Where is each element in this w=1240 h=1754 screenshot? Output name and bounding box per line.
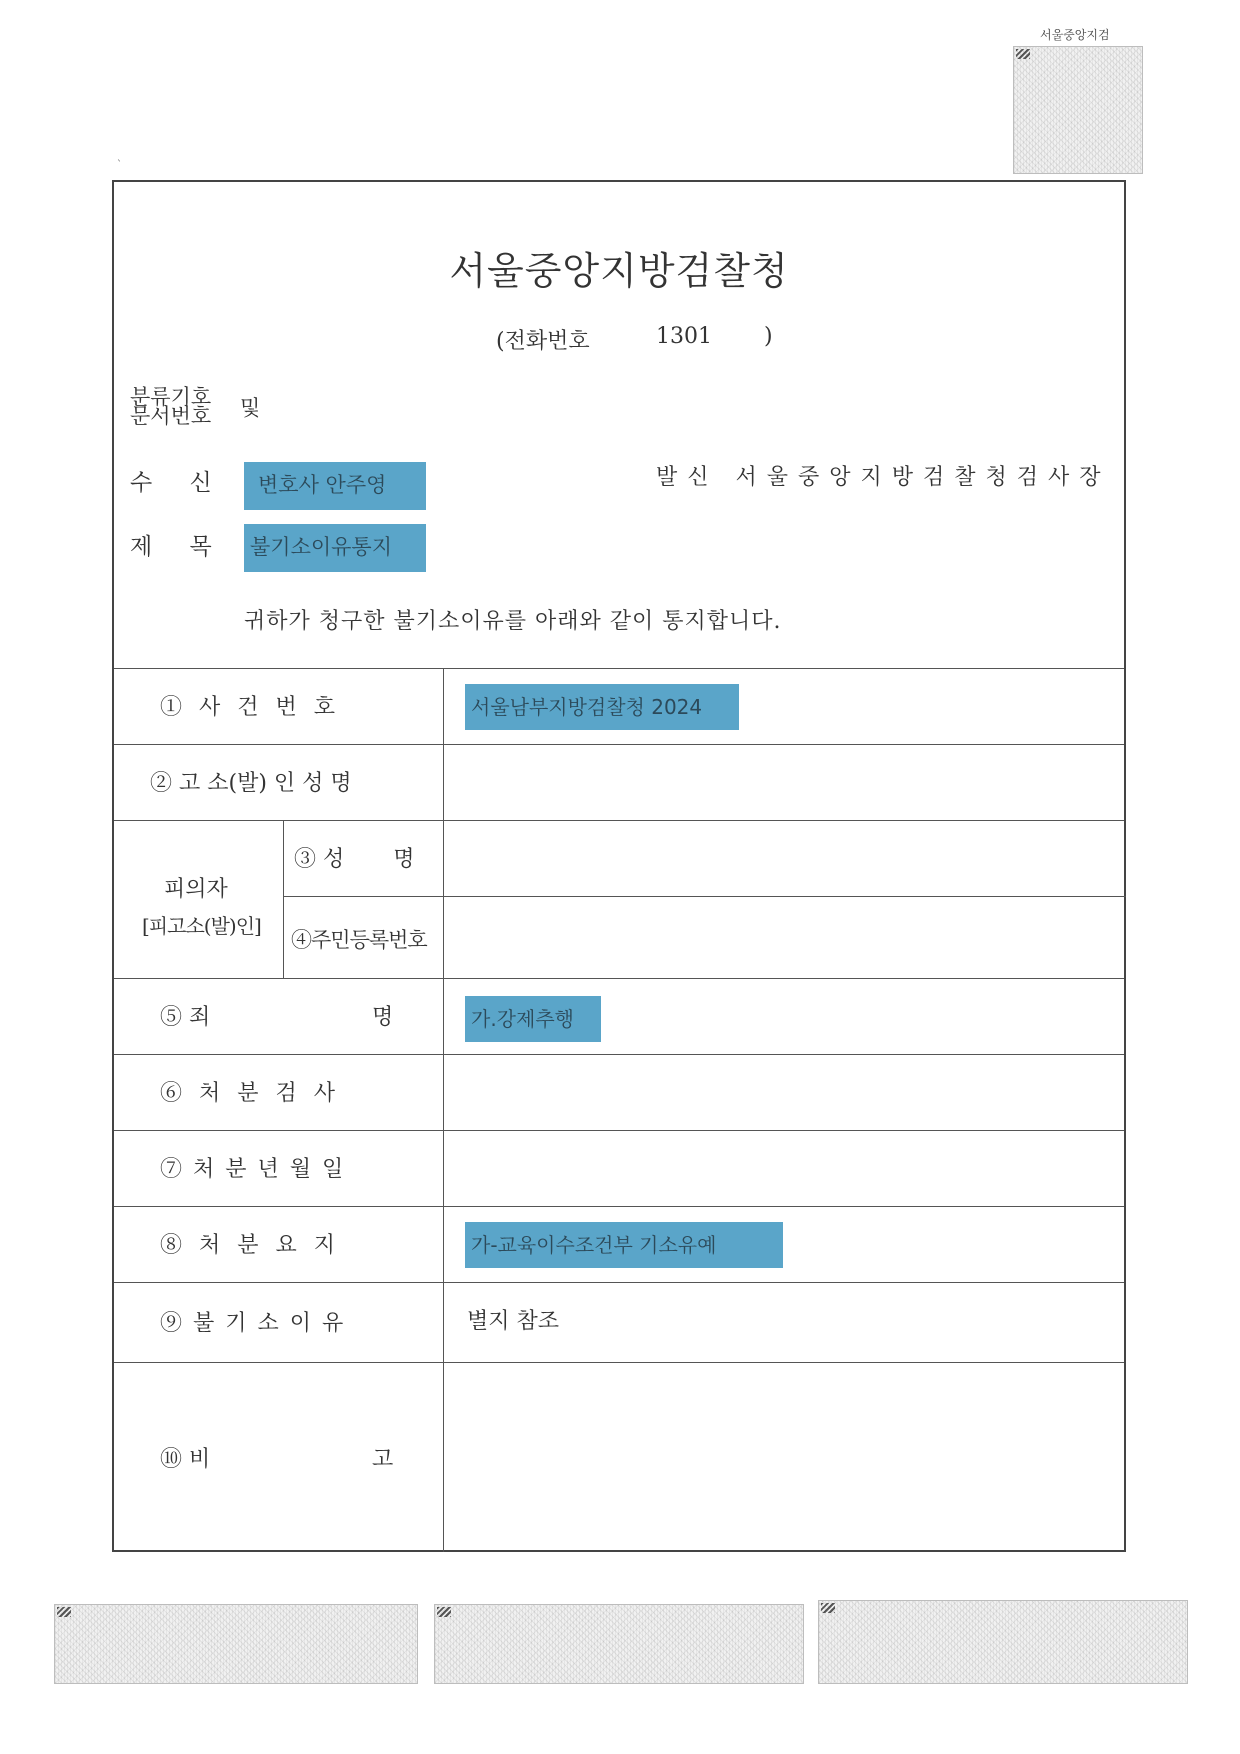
summary-value: 가-교육이수조건부 기소유예 bbox=[465, 1222, 783, 1268]
redacted-block bbox=[54, 1604, 418, 1684]
phone-label: (전화번호 bbox=[496, 329, 590, 354]
crime-label-tail: 명 bbox=[372, 1005, 394, 1030]
classification-label bbox=[130, 385, 212, 428]
redacted-block bbox=[434, 1604, 804, 1684]
summary-label: ⑧ 처 분 요 지 bbox=[160, 1233, 335, 1258]
redacted-stamp-block bbox=[1013, 46, 1143, 174]
phone-line bbox=[496, 324, 773, 355]
table-rule bbox=[114, 1206, 1124, 1207]
table-rule bbox=[114, 744, 1124, 745]
redacted-block bbox=[818, 1600, 1188, 1684]
phone-number: 1301 bbox=[656, 324, 712, 349]
resident-number-label: ④주민등록번호 bbox=[291, 928, 427, 952]
table-rule bbox=[114, 820, 1124, 821]
recipient-label: 수 신 bbox=[130, 470, 212, 496]
date-label: ⑦ 처 분 년 월 일 bbox=[160, 1157, 344, 1182]
document-title: 서울중앙지방검찰청 bbox=[449, 249, 789, 293]
table-rule bbox=[284, 896, 1126, 897]
table-rule bbox=[114, 1054, 1124, 1055]
crime-value: 가.강제추행 bbox=[465, 996, 601, 1042]
phone-close: ) bbox=[764, 324, 773, 349]
classification-line1: 분류기호 bbox=[130, 385, 212, 409]
classification-line2: 문서번호 bbox=[130, 404, 212, 428]
reason-value: 별지 참조 bbox=[467, 1309, 560, 1334]
crime-label-num: ⑤ 죄 bbox=[160, 1005, 211, 1030]
suspect-label-line1: 피의자 bbox=[164, 877, 228, 902]
subject-value: 불기소이유통지 bbox=[244, 524, 426, 572]
table-rule bbox=[114, 1362, 1124, 1363]
scan-mark: ` bbox=[117, 160, 122, 171]
complainant-label: ② 고 소(발) 인 성 명 bbox=[150, 771, 352, 796]
case-number-label: ① 사 건 번 호 bbox=[160, 695, 335, 720]
table-rule bbox=[114, 668, 1124, 669]
reason-label: ⑨ 불 기 소 이 유 bbox=[160, 1311, 344, 1336]
classification-and: 및 bbox=[240, 396, 261, 420]
suspect-label-line2: [피고소(발)인] bbox=[142, 914, 261, 938]
table-divider bbox=[443, 668, 444, 1552]
remarks-label-tail: 고 bbox=[372, 1447, 394, 1472]
recipient-value: 변호사 안주영 bbox=[244, 462, 426, 510]
name-label: ③ 성 명 bbox=[294, 847, 415, 872]
document-frame bbox=[112, 180, 1126, 1552]
subject-label: 제 목 bbox=[130, 534, 212, 560]
table-rule bbox=[114, 1282, 1124, 1283]
table-rule bbox=[114, 978, 1124, 979]
table-divider bbox=[283, 820, 284, 978]
table-rule bbox=[114, 1130, 1124, 1131]
sender-line: 발신 서울중앙지방검찰청검사장 bbox=[656, 465, 1111, 490]
remarks-label-num: ⑩ 비 bbox=[160, 1447, 211, 1472]
notice-text: 귀하가 청구한 불기소이유를 아래와 같이 통지합니다. bbox=[244, 609, 782, 634]
case-number-value: 서울남부지방검찰청 2024 bbox=[465, 684, 739, 730]
prosecutor-label: ⑥ 처 분 검 사 bbox=[160, 1081, 335, 1106]
stamp-label: 서울중앙지검 bbox=[1040, 28, 1110, 42]
